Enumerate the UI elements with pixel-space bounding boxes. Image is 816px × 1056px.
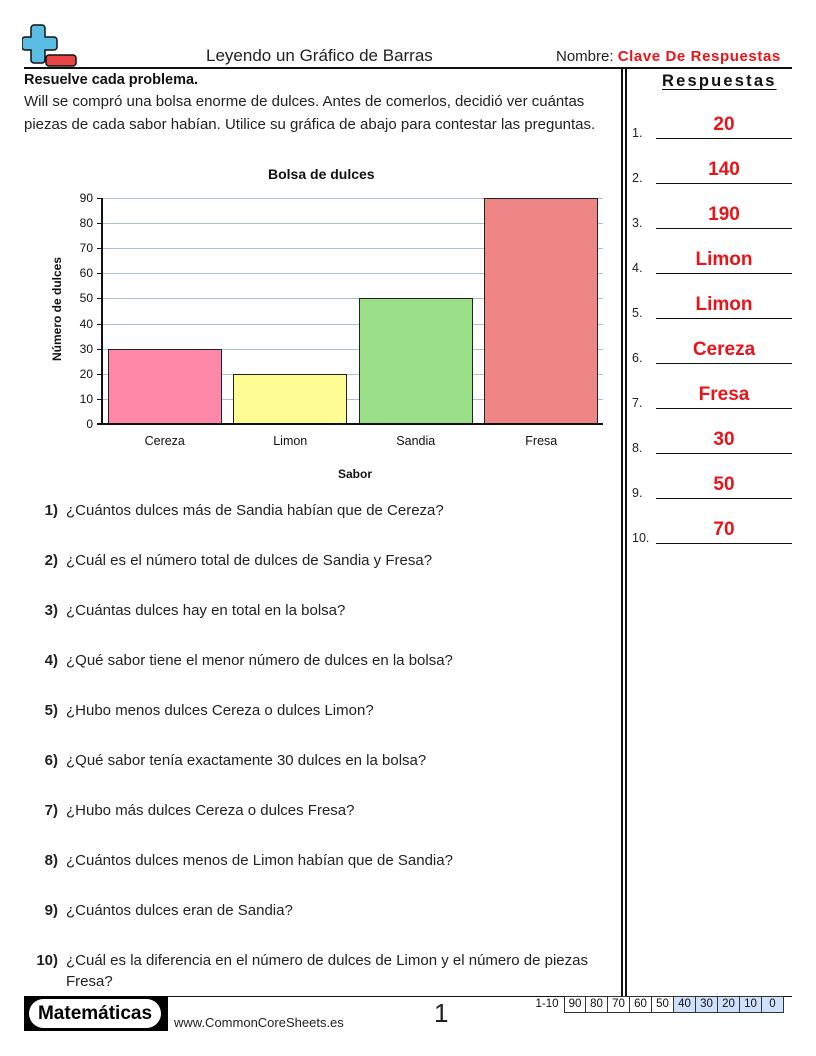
x-tick-label: Cereza — [144, 434, 185, 448]
question-number: 1) — [44, 502, 58, 519]
worksheet-title: Leyendo un Gráfico de Barras — [206, 46, 433, 65]
question-item — [24, 900, 616, 921]
answer-item — [632, 290, 792, 320]
score-scale — [530, 996, 784, 1013]
question-text: ¿Qué sabor tenía exactamente 30 dulces en la bolsa? — [66, 752, 427, 769]
question-text: ¿Hubo más dulces Cereza o dulces Fresa? — [66, 802, 355, 819]
answer-number: 2. — [632, 171, 643, 185]
answer-item — [632, 425, 792, 455]
question-text: ¿Cuántos dulces menos de Limon habían que de Sandia? — [66, 852, 453, 869]
bar-cereza — [108, 349, 222, 424]
question-text: ¿Cuántos dulces más de Sandia habían que de Cereza? — [66, 502, 444, 519]
y-tick-label: 30 — [79, 341, 93, 356]
question-number: 8) — [44, 852, 58, 869]
score-cell: 60 — [630, 996, 652, 1013]
answer-number: 3. — [632, 216, 643, 230]
y-tick-label: 10 — [79, 391, 93, 406]
header-divider — [24, 67, 792, 69]
question-item — [24, 550, 616, 571]
answer-value: 20 — [713, 114, 735, 135]
answer-value: Cereza — [692, 339, 756, 360]
question-number: 7) — [44, 802, 58, 819]
site-url: www.CommonCoreSheets.es — [174, 1015, 344, 1030]
x-tick-label: Fresa — [525, 434, 558, 448]
question-item — [24, 800, 616, 821]
score-cell: 90 — [564, 996, 586, 1013]
answer-number: 8. — [632, 441, 643, 455]
answer-line — [656, 498, 792, 499]
question-item — [24, 950, 616, 992]
score-cell: 20 — [718, 996, 740, 1013]
bar-sandia — [359, 298, 473, 424]
name-value: Clave De Respuestas — [617, 48, 781, 65]
y-tick-label: 20 — [79, 366, 93, 381]
answer-value: 190 — [708, 204, 740, 225]
answer-value: Limon — [695, 294, 753, 315]
score-cell: 10 — [740, 996, 762, 1013]
answer-line — [656, 273, 792, 274]
answer-line — [656, 453, 792, 454]
y-axis-title: Número de dulces — [50, 256, 64, 362]
x-tick-label: Limon — [273, 434, 308, 448]
answer-number: 7. — [632, 396, 643, 410]
answer-item — [632, 110, 792, 140]
question-item — [24, 600, 616, 621]
score-cell: 30 — [696, 996, 718, 1013]
y-axis — [101, 198, 103, 424]
name-field — [556, 48, 781, 65]
question-text: ¿Cuántas dulces hay en total en la bolsa? — [66, 602, 346, 619]
brand-badge: Matemáticas — [29, 999, 161, 1028]
question-item — [24, 650, 616, 671]
answer-value: 140 — [708, 159, 740, 180]
answer-line — [656, 408, 792, 409]
answer-item — [632, 155, 792, 185]
answer-value: Fresa — [698, 384, 750, 405]
page-number: 1 — [434, 998, 449, 1028]
answer-line — [656, 138, 792, 139]
x-axis-title: Sabor — [338, 467, 373, 481]
answer-number: 1. — [632, 126, 643, 140]
question-number: 2) — [44, 552, 58, 569]
answer-number: 9. — [632, 486, 643, 500]
y-tick-label: 0 — [86, 417, 93, 431]
answer-number: 5. — [632, 306, 643, 320]
y-tick-label: 50 — [79, 291, 93, 306]
answer-number: 4. — [632, 261, 643, 275]
question-text: ¿Hubo menos dulces Cereza o dulces Limon? — [66, 702, 374, 719]
question-text: ¿Cuál es el número total de dulces de Sandia y Fresa? — [66, 552, 433, 569]
answer-value: 50 — [713, 474, 735, 495]
answers-heading: Respuestas — [662, 72, 777, 90]
score-cell: 80 — [586, 996, 608, 1013]
score-cell: 40 — [674, 996, 696, 1013]
instructions-body: Will se compró una bolsa enorme de dulces. Antes de comerlos, decidió ver cuántas piezas de cada sabor habían. Utilice su gráfica de abajo para contestar las preguntas. — [24, 93, 596, 133]
answer-item — [632, 515, 792, 545]
question-number: 6) — [44, 752, 58, 769]
score-scale-label: 1-10 — [535, 998, 559, 1010]
question-number: 3) — [44, 602, 58, 619]
question-text: ¿Qué sabor tiene el menor número de dulces en la bolsa? — [66, 652, 453, 669]
y-tick-label: 70 — [79, 241, 93, 256]
score-cell: 50 — [652, 996, 674, 1013]
score-cell: 70 — [608, 996, 630, 1013]
question-number: 4) — [44, 652, 58, 669]
logo-plus-minus-icon — [22, 23, 80, 67]
question-number: 10) — [36, 952, 58, 969]
question-text: ¿Cuántos dulces eran de Sandia? — [66, 902, 293, 919]
answer-value: 70 — [713, 519, 735, 540]
answer-number: 6. — [632, 351, 643, 365]
answer-line — [656, 318, 792, 319]
answer-number: 10. — [632, 531, 650, 545]
score-cell: 0 — [762, 996, 784, 1013]
answer-line — [656, 543, 792, 544]
answer-item — [632, 380, 792, 410]
x-axis — [97, 423, 603, 425]
bar-limon — [233, 374, 347, 424]
answer-value: 30 — [713, 429, 735, 450]
question-number: 5) — [44, 702, 58, 719]
question-item — [24, 750, 616, 771]
y-tick-label: 60 — [79, 266, 93, 281]
answer-item — [632, 200, 792, 230]
column-divider — [621, 68, 623, 996]
bar-chart-plot — [79, 191, 603, 431]
bar-fresa — [484, 198, 598, 424]
question-text: ¿Cuál es la diferencia en el número de dulces de Limon y el número de piezas Fresa? — [66, 952, 588, 990]
y-tick-label: 90 — [79, 191, 93, 205]
answer-item — [632, 335, 792, 365]
answer-value: Limon — [695, 249, 753, 270]
answer-item — [632, 470, 792, 500]
x-tick-label: Sandia — [396, 434, 436, 448]
name-label: Nombre: — [556, 48, 614, 65]
question-item — [24, 700, 616, 721]
answer-line — [656, 183, 792, 184]
y-tick-label: 40 — [79, 316, 93, 331]
answer-item — [632, 245, 792, 275]
question-number: 9) — [44, 902, 58, 919]
question-item — [24, 850, 616, 871]
question-item — [24, 500, 616, 521]
answer-line — [656, 228, 792, 229]
chart-title: Bolsa de dulces — [268, 166, 375, 182]
column-divider — [625, 68, 627, 996]
instructions-heading: Resuelve cada problema. — [24, 72, 199, 88]
y-tick-label: 80 — [79, 216, 93, 231]
answer-line — [656, 363, 792, 364]
